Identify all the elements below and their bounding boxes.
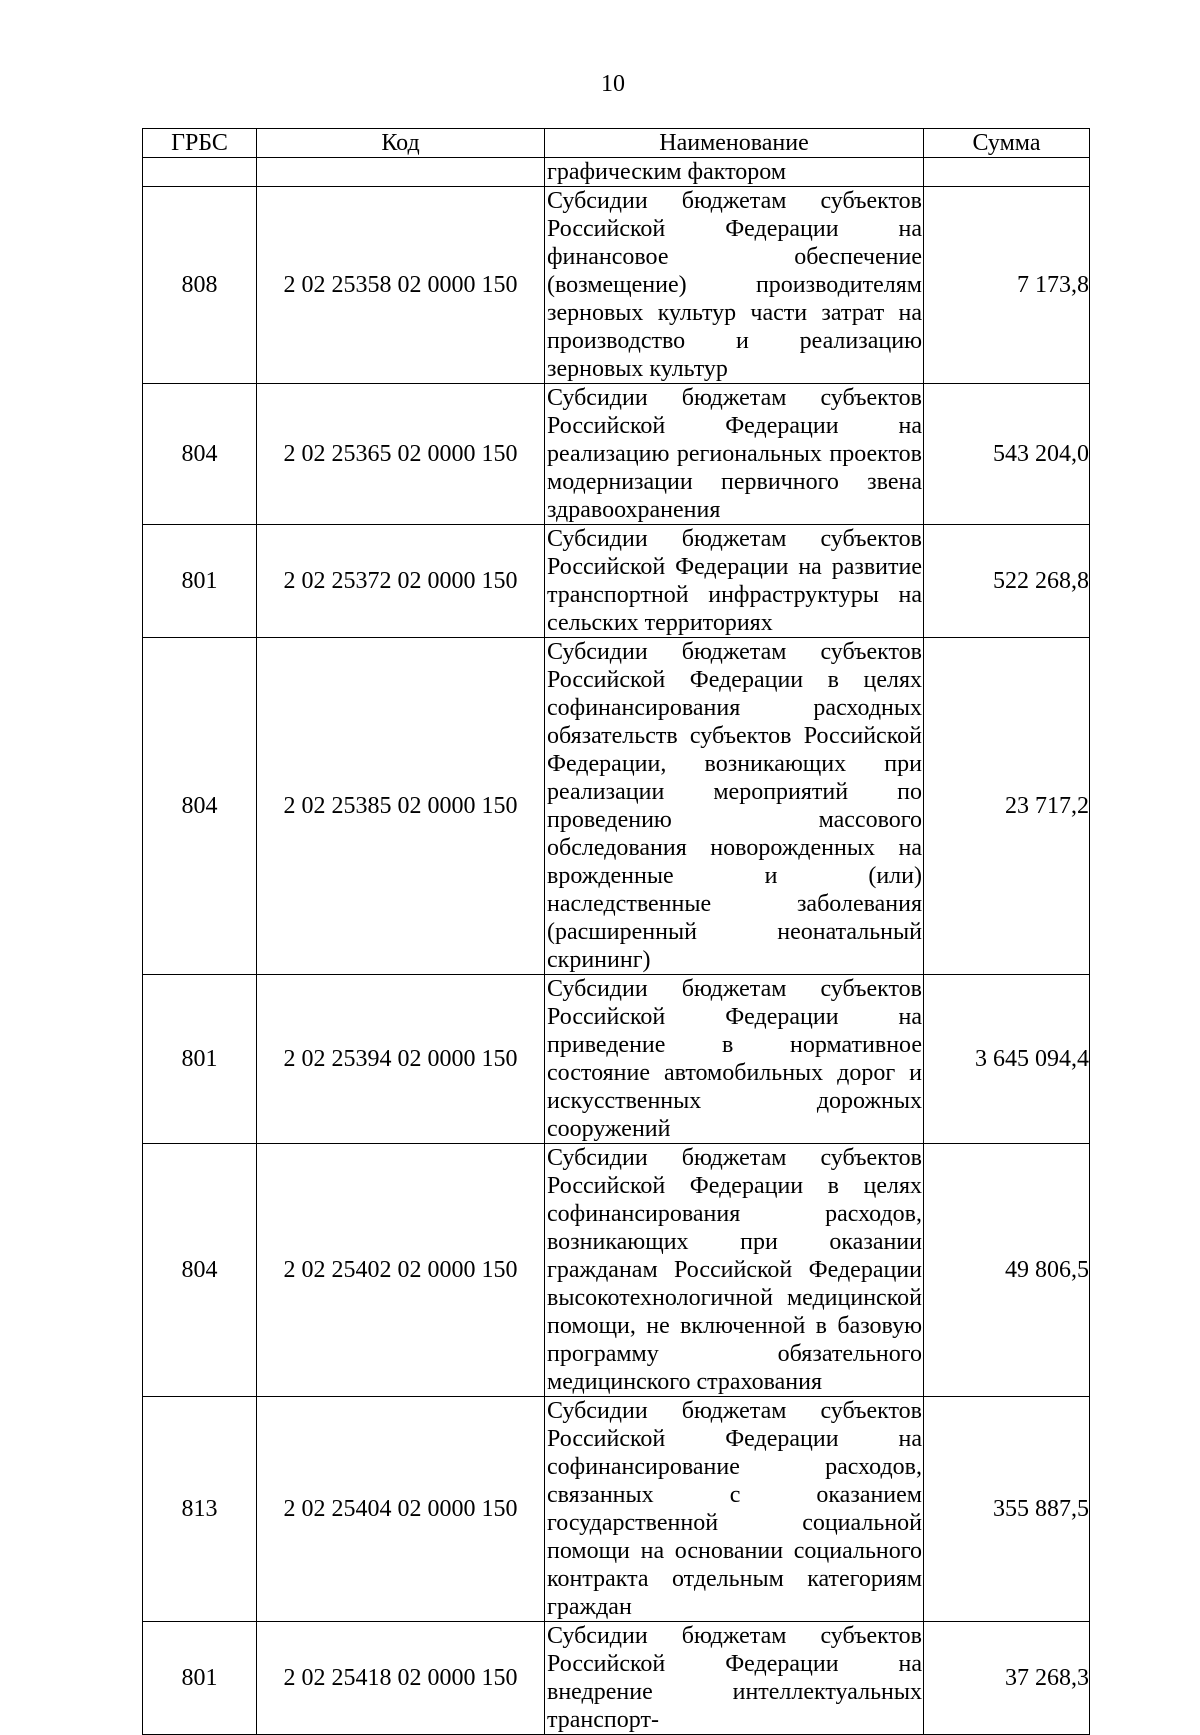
cell-name-text: Субсидии бюджетам субъектов Российской Федерации на внедрение интеллектуальных транспорт- xyxy=(547,1623,922,1733)
cell-name xyxy=(545,158,924,187)
cell-grbs: 808 xyxy=(143,187,257,384)
cell-sum: 543 204,0 xyxy=(924,384,1090,525)
cell-sum: 37 268,3 xyxy=(924,1622,1090,1735)
page-number: 10 xyxy=(601,71,625,97)
cell-grbs xyxy=(143,158,257,187)
table-row xyxy=(143,158,1090,187)
table-row xyxy=(143,1144,1090,1397)
table-row xyxy=(143,187,1090,384)
table-row xyxy=(143,638,1090,975)
budget-table xyxy=(142,128,1090,1735)
cell-grbs: 804 xyxy=(143,384,257,525)
cell-name xyxy=(545,1622,924,1735)
cell-name-text: Субсидии бюджетам субъектов Российской Федерации на реализацию региональных проектов модернизации первичного звена здравоохранения xyxy=(547,385,922,523)
cell-sum: 3 645 094,4 xyxy=(924,975,1090,1144)
table-row xyxy=(143,1622,1090,1735)
cell-name xyxy=(545,1144,924,1397)
cell-grbs: 813 xyxy=(143,1397,257,1622)
cell-name-text: Субсидии бюджетам субъектов Российской Федерации на финансовое обеспечение (возмещение) производителям зерновых культур части затрат на производство и реализацию зерновых культур xyxy=(547,188,922,382)
cell-name-text: Субсидии бюджетам субъектов Российской Федерации на приведение в нормативное состояние автомобильных дорог и искусственных дорожных сооружений xyxy=(547,976,922,1142)
cell-sum: 355 887,5 xyxy=(924,1397,1090,1622)
cell-name xyxy=(545,975,924,1144)
cell-sum xyxy=(924,158,1090,187)
table-header-row xyxy=(143,129,1090,158)
cell-code: 2 02 25358 02 0000 150 xyxy=(257,187,545,384)
cell-sum: 7 173,8 xyxy=(924,187,1090,384)
cell-name xyxy=(545,384,924,525)
cell-grbs: 801 xyxy=(143,525,257,638)
table-row xyxy=(143,975,1090,1144)
cell-name xyxy=(545,1397,924,1622)
cell-name xyxy=(545,187,924,384)
cell-grbs: 804 xyxy=(143,1144,257,1397)
cell-code: 2 02 25402 02 0000 150 xyxy=(257,1144,545,1397)
cell-name-text: графическим фактором xyxy=(547,159,787,185)
cell-code: 2 02 25365 02 0000 150 xyxy=(257,384,545,525)
cell-code: 2 02 25404 02 0000 150 xyxy=(257,1397,545,1622)
table-row xyxy=(143,1397,1090,1622)
cell-grbs: 804 xyxy=(143,638,257,975)
cell-sum: 23 717,2 xyxy=(924,638,1090,975)
cell-name-text: Субсидии бюджетам субъектов Российской Федерации на развитие транспортной инфраструктуры на сельских территориях xyxy=(547,526,922,636)
cell-code: 2 02 25394 02 0000 150 xyxy=(257,975,545,1144)
cell-name xyxy=(545,525,924,638)
cell-name-text: Субсидии бюджетам субъектов Российской Федерации на софинансирование расходов, связанных с оказанием государственной социальной помощи на основании социального контракта отдельным категориям граждан xyxy=(547,1398,922,1620)
header-grbs: ГРБС xyxy=(143,129,257,158)
header-sum: Сумма xyxy=(924,129,1090,158)
cell-code: 2 02 25372 02 0000 150 xyxy=(257,525,545,638)
table-row xyxy=(143,384,1090,525)
cell-code: 2 02 25418 02 0000 150 xyxy=(257,1622,545,1735)
cell-code xyxy=(257,158,545,187)
cell-code: 2 02 25385 02 0000 150 xyxy=(257,638,545,975)
cell-sum: 522 268,8 xyxy=(924,525,1090,638)
cell-name xyxy=(545,638,924,975)
table-row xyxy=(143,525,1090,638)
cell-sum: 49 806,5 xyxy=(924,1144,1090,1397)
cell-name-text: Субсидии бюджетам субъектов Российской Федерации в целях софинансирования расходов, возникающих при оказании гражданам Российской Федерации высокотехнологичной медицинской помощи, не включенной в базовую программу обязательного медицинского страхования xyxy=(547,1145,922,1395)
cell-name-text: Субсидии бюджетам субъектов Российской Федерации в целях софинансирования расходных обязательств субъектов Российской Федерации, возникающих при реализации мероприятий по проведению массового обследования новорожденных на врожденные и (или) наследственные заболевания (расширенный неонатальный скрининг) xyxy=(547,639,922,973)
header-name: Наименование xyxy=(545,129,924,158)
cell-grbs: 801 xyxy=(143,975,257,1144)
header-code: Код xyxy=(257,129,545,158)
cell-grbs: 801 xyxy=(143,1622,257,1735)
